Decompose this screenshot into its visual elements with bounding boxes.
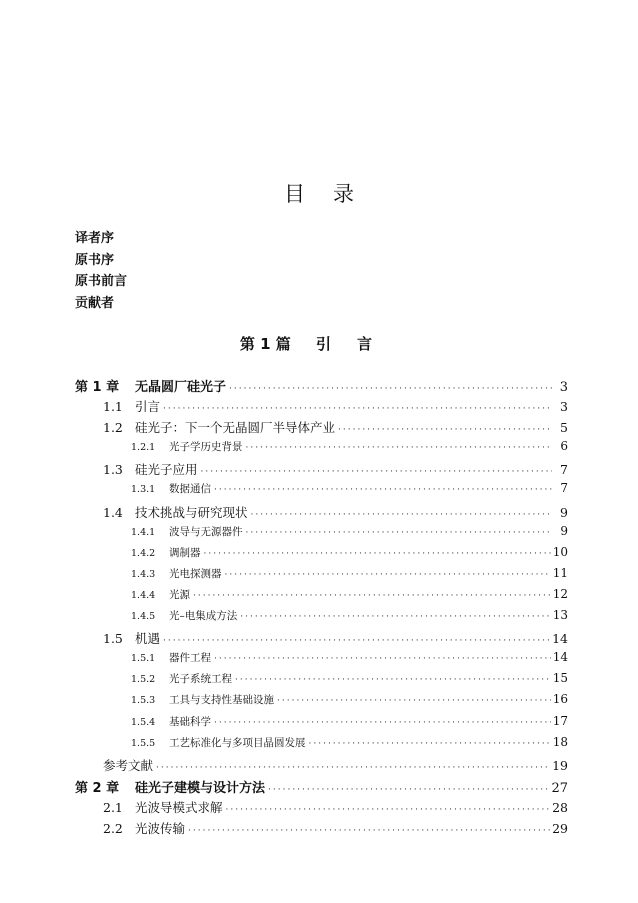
dot-leader: [226, 805, 551, 815]
front-matter-item[interactable]: 译者序: [75, 231, 115, 246]
toc-entry-title: 光波传输: [135, 820, 186, 836]
toc-entry-section[interactable]: [75, 397, 568, 418]
dot-leader: [229, 384, 552, 394]
toc-entry-number: 1.3.1: [131, 484, 156, 496]
toc-entry-page: 27: [551, 780, 568, 796]
dot-leader: [214, 654, 551, 664]
toc-entry-title: 工具与支持性基础设施: [169, 694, 274, 707]
toc-entry-page: 5: [560, 420, 568, 436]
front-matter-item[interactable]: 原书序: [75, 252, 115, 268]
toc-entry-subsection[interactable]: [75, 714, 568, 735]
dot-leader: [309, 739, 551, 749]
toc-entry-title: 无晶圆厂硅光子: [135, 380, 227, 395]
toc-entry-number: 1.2.1: [131, 442, 156, 454]
toc-entry-title: 光子学历史背景: [169, 441, 243, 454]
toc-entry-title: 硅光子应用: [135, 462, 198, 478]
toc-entry-page: 10: [552, 544, 568, 559]
toc-entry-number: 1.5.4: [131, 716, 156, 728]
toc-entry-subsection[interactable]: [75, 545, 568, 566]
toc-entry-chapter[interactable]: [75, 376, 568, 397]
dot-leader: [235, 675, 551, 685]
toc-entry-section[interactable]: [75, 798, 568, 819]
toc-entry-title: 引言: [135, 399, 161, 415]
toc-entry-section[interactable]: [75, 629, 568, 650]
toc-entry-title: 光子系统工程: [169, 673, 232, 686]
dot-leader: [201, 467, 552, 477]
front-matter-item[interactable]: 原书前言: [75, 274, 128, 289]
toc-entry-number: 1.5.3: [131, 695, 156, 707]
toc-entry-page: 6: [560, 439, 568, 454]
toc-entry-page: 7: [560, 462, 568, 478]
toc-entry-page: 15: [552, 671, 568, 686]
toc-entry-page: 16: [552, 692, 568, 707]
toc-entry-section[interactable]: [75, 503, 568, 524]
toc-entry-subsection[interactable]: [75, 608, 568, 629]
toc-entry-page: 17: [552, 713, 568, 728]
toc-entry-title: 波导与无源器件: [169, 525, 243, 538]
part-title: 引言: [316, 335, 399, 353]
dot-leader: [204, 549, 551, 559]
dot-leader: [268, 785, 549, 795]
toc-entry-number: 第 1 章: [75, 380, 120, 395]
toc-entry-page: 9: [560, 523, 568, 538]
toc-entry-number: 1.5.5: [131, 737, 156, 749]
dot-leader: [225, 570, 551, 580]
toc-entry-title: 调制器: [169, 546, 201, 559]
toc-entry-page: 7: [560, 481, 568, 496]
toc-entry-page: 14: [552, 650, 568, 665]
toc-entry-number: 1.4.2: [131, 547, 156, 559]
toc-entry-page: 18: [552, 734, 568, 749]
toc-entry-number: 1.4.1: [131, 526, 156, 538]
toc-entry-title: 光–电集成方法: [169, 610, 238, 623]
toc-entry-page: 3: [559, 380, 568, 395]
toc-entry-number: 1.2: [103, 420, 123, 436]
toc-entry-subsection[interactable]: [75, 671, 568, 692]
dot-leader: [163, 636, 550, 646]
toc-entry-number: 1.4.5: [131, 611, 156, 623]
front-matter-list: [75, 228, 127, 314]
toc-entry-page: 28: [552, 799, 568, 815]
toc-entry-number: 1.3: [103, 462, 123, 478]
dot-leader: [240, 612, 550, 622]
toc-entry-subsection[interactable]: [75, 587, 568, 608]
toc-entry-number: 1.4.3: [131, 568, 156, 580]
part-label: 第 1 篇: [239, 335, 291, 353]
table-of-contents: [75, 376, 568, 840]
toc-entry-page: 19: [552, 757, 568, 773]
toc-entry-subsection[interactable]: [75, 650, 568, 671]
toc-entry-number: 1.5.1: [131, 653, 156, 665]
toc-entry-subsection[interactable]: [75, 692, 568, 713]
toc-entry-title: 工艺标准化与多项目晶圆发展: [169, 736, 306, 749]
toc-entry-title: 光电探测器: [169, 567, 222, 580]
toc-entry-reference[interactable]: [75, 756, 568, 777]
dot-leader: [214, 718, 551, 728]
dot-leader: [156, 763, 550, 773]
dot-leader: [193, 591, 551, 601]
toc-entry-number: 1.4.4: [131, 589, 156, 601]
toc-entry-number: 1.5.2: [131, 674, 156, 686]
dot-leader: [246, 528, 553, 538]
page-title: 目录: [284, 182, 382, 206]
toc-entry-title: 参考文献: [103, 757, 154, 773]
toc-entry-page: 13: [552, 608, 568, 623]
toc-entry-page: 12: [552, 586, 568, 601]
dot-leader: [246, 443, 553, 453]
toc-entry-title: 光波导模式求解: [135, 799, 223, 815]
toc-entry-page: 11: [552, 565, 568, 580]
toc-entry-section[interactable]: [75, 460, 568, 481]
dot-leader: [251, 510, 552, 520]
toc-entry-subsection[interactable]: [75, 481, 568, 502]
toc-entry-number: 1.1: [103, 399, 123, 415]
toc-entry-title: 基础科学: [169, 715, 211, 728]
toc-entry-subsection[interactable]: [75, 566, 568, 587]
toc-entry-title: 数据通信: [169, 483, 211, 496]
toc-entry-title: 机遇: [135, 631, 161, 647]
dot-leader: [163, 404, 552, 414]
toc-entry-title: 硅光子建模与设计方法: [135, 780, 266, 796]
toc-entry-title: 硅光子：下一个无晶圆厂半导体产业: [135, 420, 336, 436]
dot-leader: [214, 485, 552, 495]
toc-entry-subsection[interactable]: [75, 439, 568, 460]
dot-leader: [338, 425, 552, 435]
toc-entry-number: 1.5: [103, 631, 123, 647]
toc-entry-title: 光源: [169, 588, 190, 601]
toc-entry-number: 1.4: [103, 504, 123, 520]
part-heading: [0, 333, 638, 354]
toc-entry-subsection[interactable]: [75, 735, 568, 756]
toc-entry-section[interactable]: [75, 418, 568, 439]
toc-entry-number: 第 2 章: [75, 780, 120, 796]
toc-entry-page: 3: [560, 399, 568, 415]
toc-entry-page: 29: [552, 820, 568, 836]
front-matter-item[interactable]: 贡献者: [75, 295, 115, 311]
toc-entry-title: 器件工程: [169, 652, 211, 665]
toc-entry-section[interactable]: [75, 819, 568, 840]
dot-leader: [277, 696, 551, 706]
toc-entry-number: 2.2: [103, 820, 123, 836]
dot-leader: [188, 826, 550, 836]
toc-entry-number: 2.1: [103, 799, 123, 815]
toc-entry-title: 技术挑战与研究现状: [135, 504, 248, 520]
toc-entry-subsection[interactable]: [75, 524, 568, 545]
toc-entry-chapter[interactable]: [75, 777, 568, 798]
toc-entry-page: 14: [552, 631, 568, 647]
toc-entry-page: 9: [560, 504, 568, 520]
